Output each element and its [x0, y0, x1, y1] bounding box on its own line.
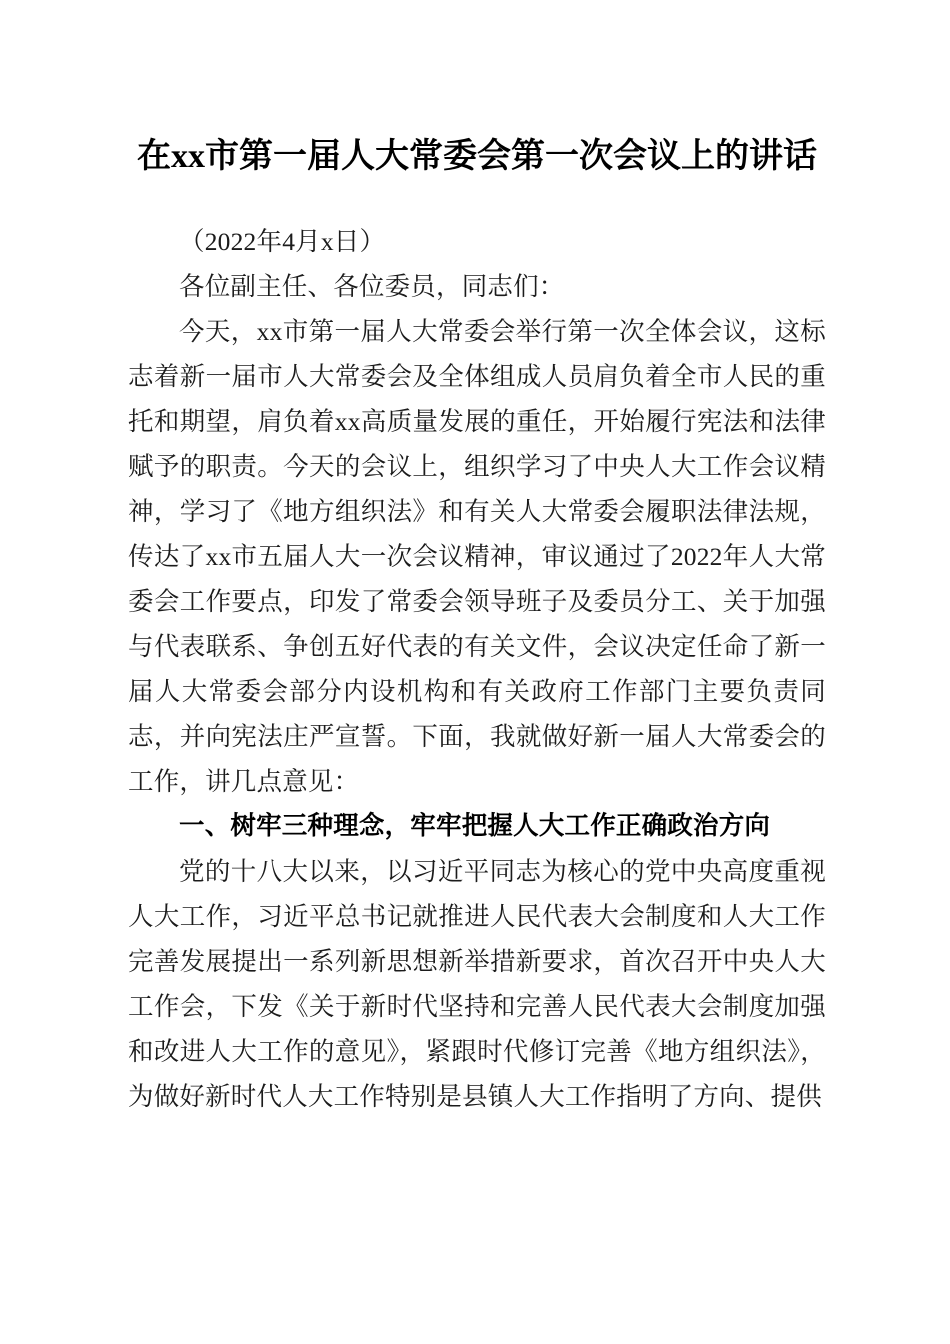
salutation-line [128, 264, 826, 309]
document-body [128, 219, 826, 1119]
date-line [128, 219, 826, 264]
salutation-text: 各位副主任、各位委员，同志们： [179, 272, 565, 301]
document-content-column [128, 0, 826, 1119]
paragraph-opening: 今天，xx市第一届人大常委会举行第一次全体会议，这标志着新一届市人大常委会及全体组成人员肩负着全市人民的重托和期望，肩负着xx高质量发展的重任，开始履行宪法和法律赋予的职责。今天的会议上，组织学习了中央人大工作会议精神，学习了《地方组织法》和有关人大常委会履职法律法规，传达了xx市五届人大一次会议精神，审议通过了2022年人大常委会工作要点，印发了常委会领导班子及委员分工、关于加强与代表联系、争创五好代表的有关文件，会议决定任命了新一届人大常委会部分内设机构和有关政府工作部门主要负责同志，并向宪法庄严宣誓。下面，我就做好新一届人大常委会的工作，讲几点意见： [128, 317, 826, 796]
section-heading-one: 一、树牢三种理念，牢牢把握人大工作正确政治方向 [179, 812, 771, 840]
paragraph-section-one-body: 党的十八大以来，以习近平同志为核心的党中央高度重视人大工作，习近平总书记就推进人民代表大会制度和人大工作完善发展提出一系列新思想新举措新要求，首次召开中央人大工作会，下发《关于新时代坚持和完善人民代表大会制度加强和改进人大工作的意见》，紧跟时代修订完善《地方组织法》，为做好新时代人大工作特别是县镇人大工作指明了方向、提供 [128, 857, 826, 1111]
page-title: 在xx市第一届人大常委会第一次会议上的讲话 [137, 138, 817, 175]
date-line-text: （2022年4月x日） [179, 227, 386, 256]
